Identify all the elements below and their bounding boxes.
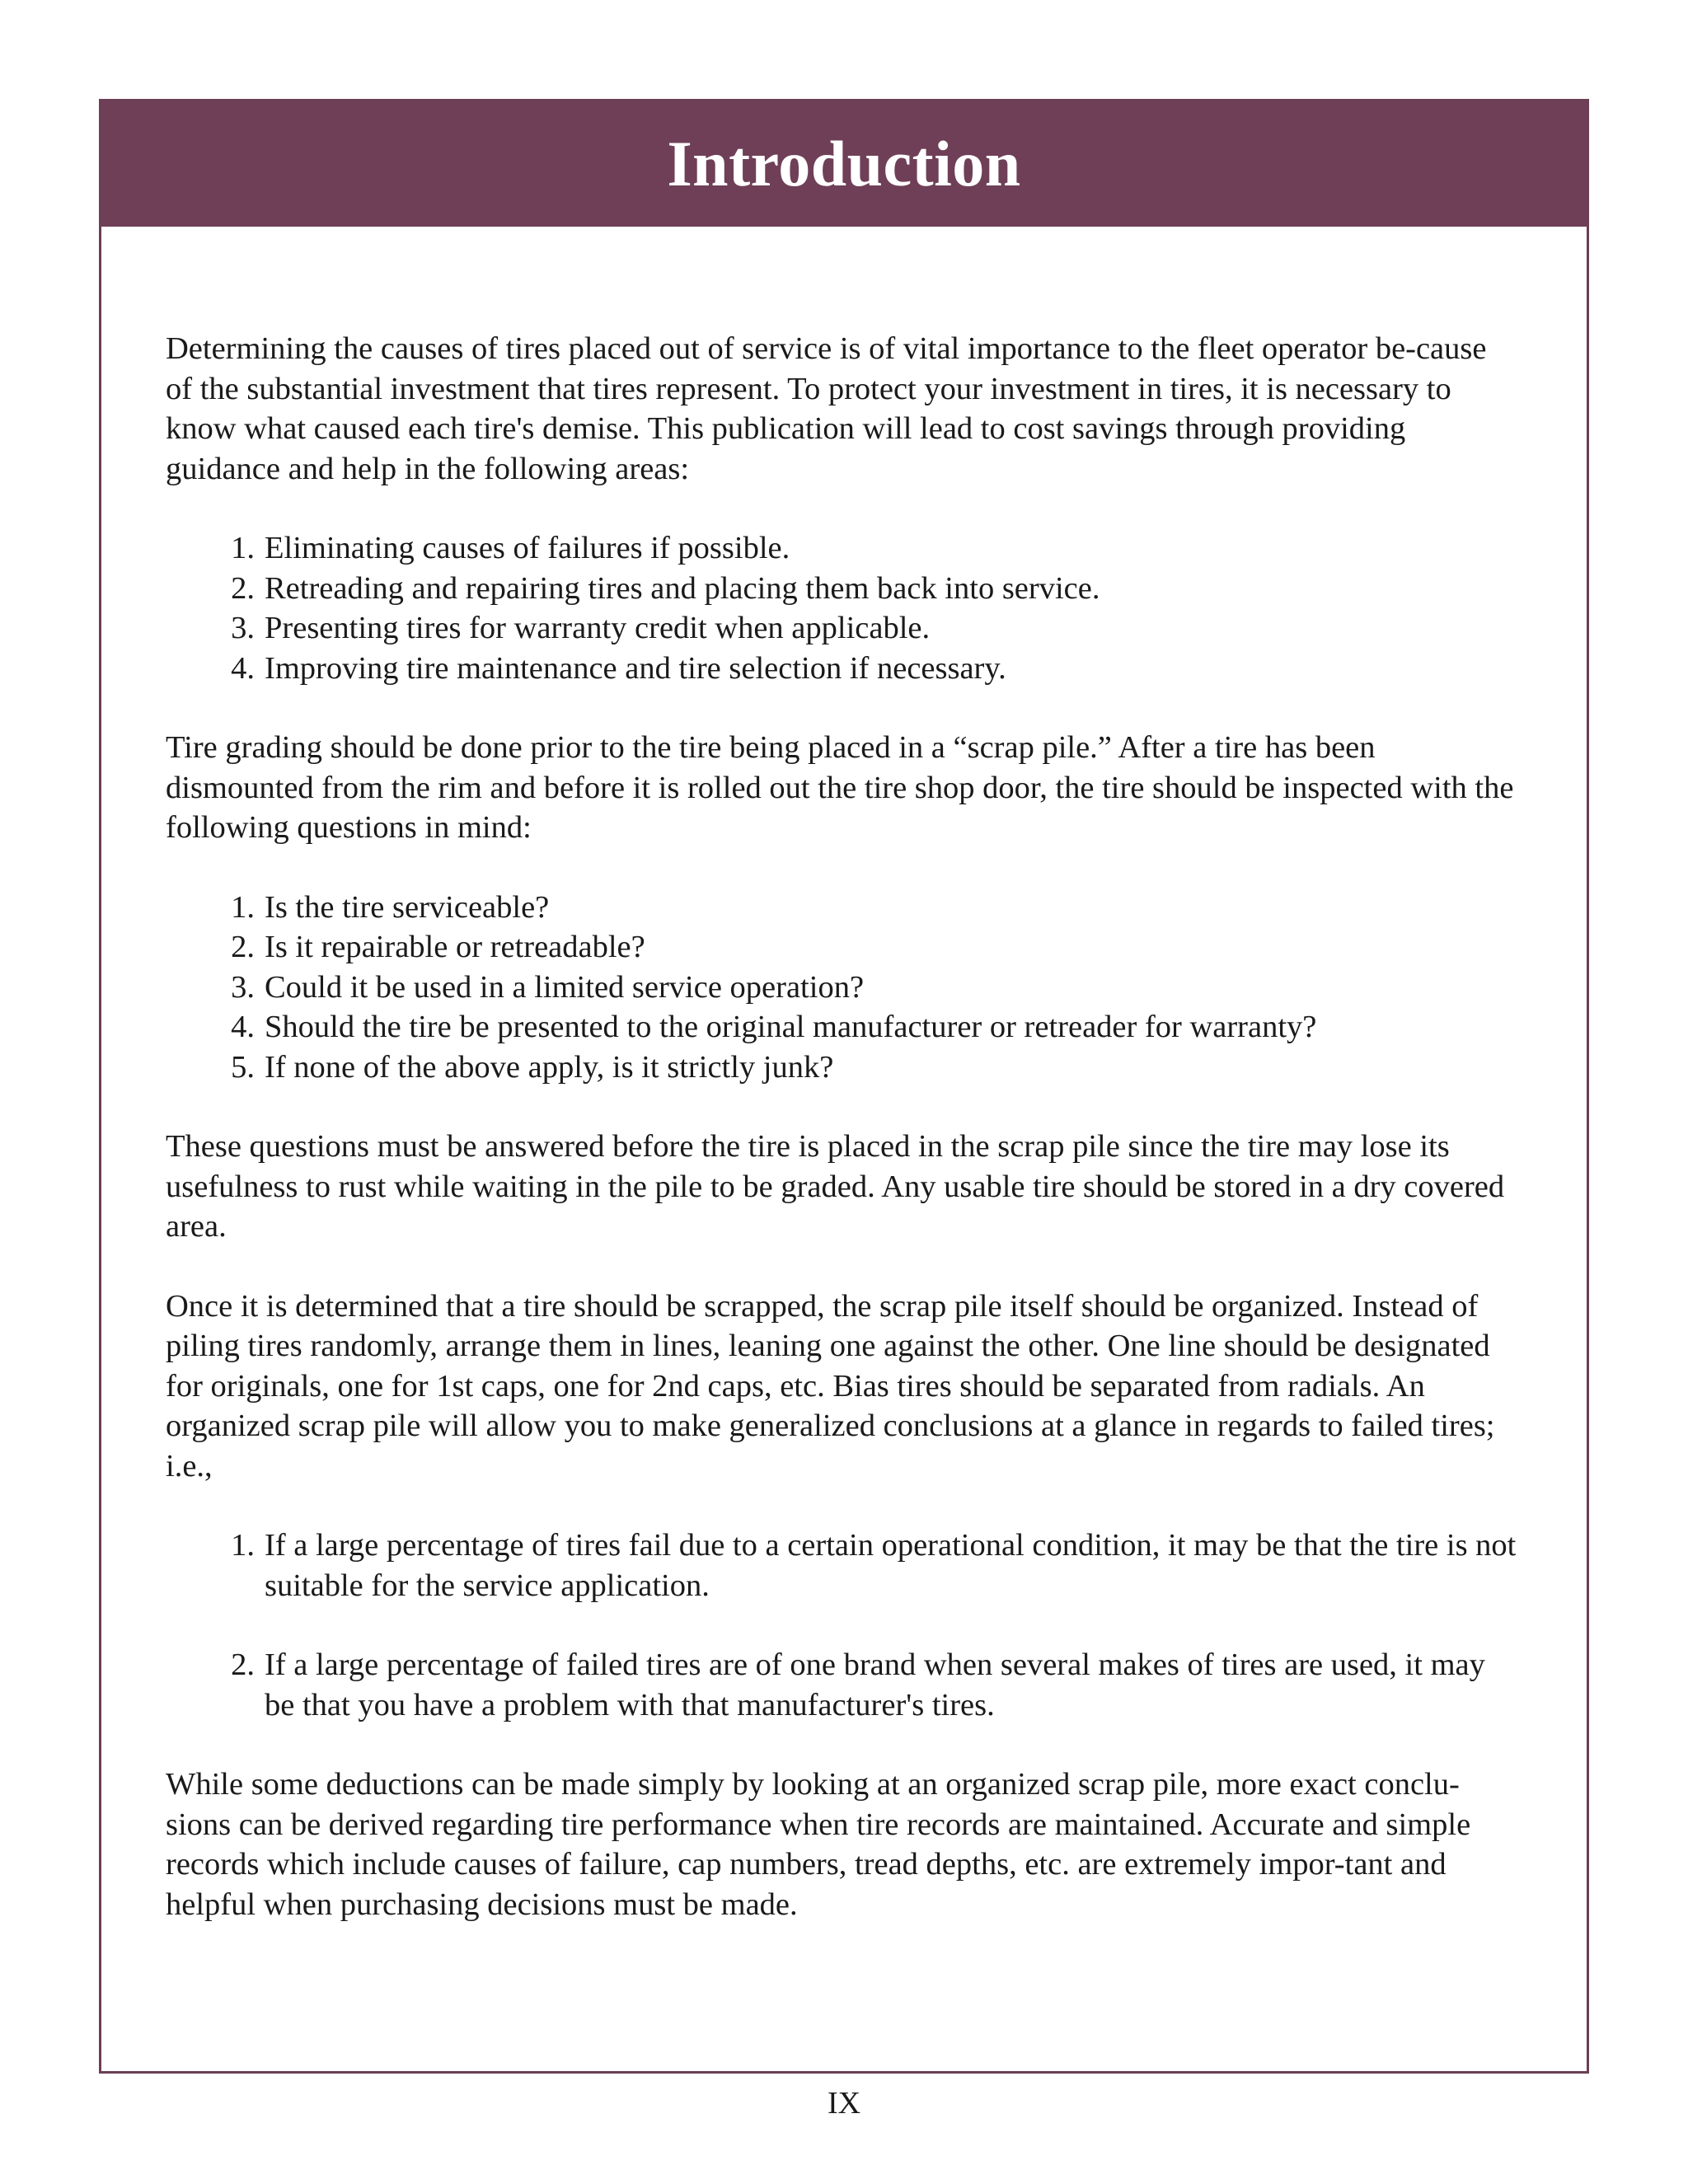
list-item: 2. Is it repairable or retreadable? [231, 930, 645, 964]
list-item: 1. Eliminating causes of failures if possible. [231, 531, 790, 565]
list-item: 4. Improving tire maintenance and tire selection if necessary. [231, 650, 1006, 686]
title-bar [101, 101, 1587, 227]
list-item: 4. Should the tire be presented to the original manufacturer or retreader for warranty? [231, 1010, 1317, 1044]
list-item: 3. Could it be used in a limited service operation? [231, 969, 865, 1005]
conclusions-list [166, 1526, 1517, 1725]
page-frame [99, 99, 1589, 2074]
page-title: Introduction [667, 128, 1021, 199]
list-item: 2. If a large percentage of failed tires are of one brand when several makes of tires are used, it may be that you have a problem with that manufacturer's tires. [231, 1647, 1485, 1722]
records-paragraph: While some deductions can be made simply by looking at an organized scrap pile, more exact conclu-sions can be derived regarding tire performance when tire records are maintained. Accurate and simple records which include causes of failure, cap numbers, tread depths, etc. are extremely impor-tant and helpful when purchasing decisions must be made. [166, 1767, 1471, 1922]
list-item: 3. Presenting tires for warranty credit when applicable. [231, 611, 931, 645]
storage-paragraph: These questions must be answered before the tire is placed in the scrap pile since the tire may lose its usefulness to rust while waiting in the pile to be graded. Any usable tire should be stored in a dry covered area. [166, 1129, 1505, 1244]
intro-paragraph: Determining the causes of tires placed out of service is of vital importance to the fleet operator be-cause of the substantial investment that tires represent. To protect your investment in tires, it is necessary to know what caused each tire's demise. This publication will lead to cost savings through providing guidance and help in the following areas: [166, 331, 1487, 486]
list-item: 5. If none of the above apply, is it strictly junk? [231, 1049, 834, 1085]
scrap-pile-paragraph: Once it is determined that a tire should be scrapped, the scrap pile itself should be organized. Instead of piling tires randomly, arrange them in lines, leaning one against the other. One line should be designated for originals, one for 1st caps, one for 2nd caps, etc. Bias tires should be separated from radials. An organized scrap pile will allow you to make generalized conclusions at a glance in regards to failed tires; i.e., [166, 1288, 1495, 1483]
list-item: 1. Is the tire serviceable? [231, 889, 550, 925]
questions-list [166, 888, 1517, 1088]
body-content [166, 329, 1517, 1964]
list-item: 2. Retreading and repairing tires and placing them back into service. [231, 570, 1100, 606]
list-item: 1. If a large percentage of tires fail due to a certain operational condition, it may be that the tire is not suitable for the service application. [231, 1528, 1517, 1603]
grading-paragraph: Tire grading should be done prior to the tire being placed in a “scrap pile.” After a tire has been dismounted from the rim and before it is rolled out the tire shop door, the tire should be inspected with the following questions in mind: [166, 730, 1514, 845]
benefit-list [166, 528, 1517, 688]
page-number: IX [827, 2086, 861, 2121]
